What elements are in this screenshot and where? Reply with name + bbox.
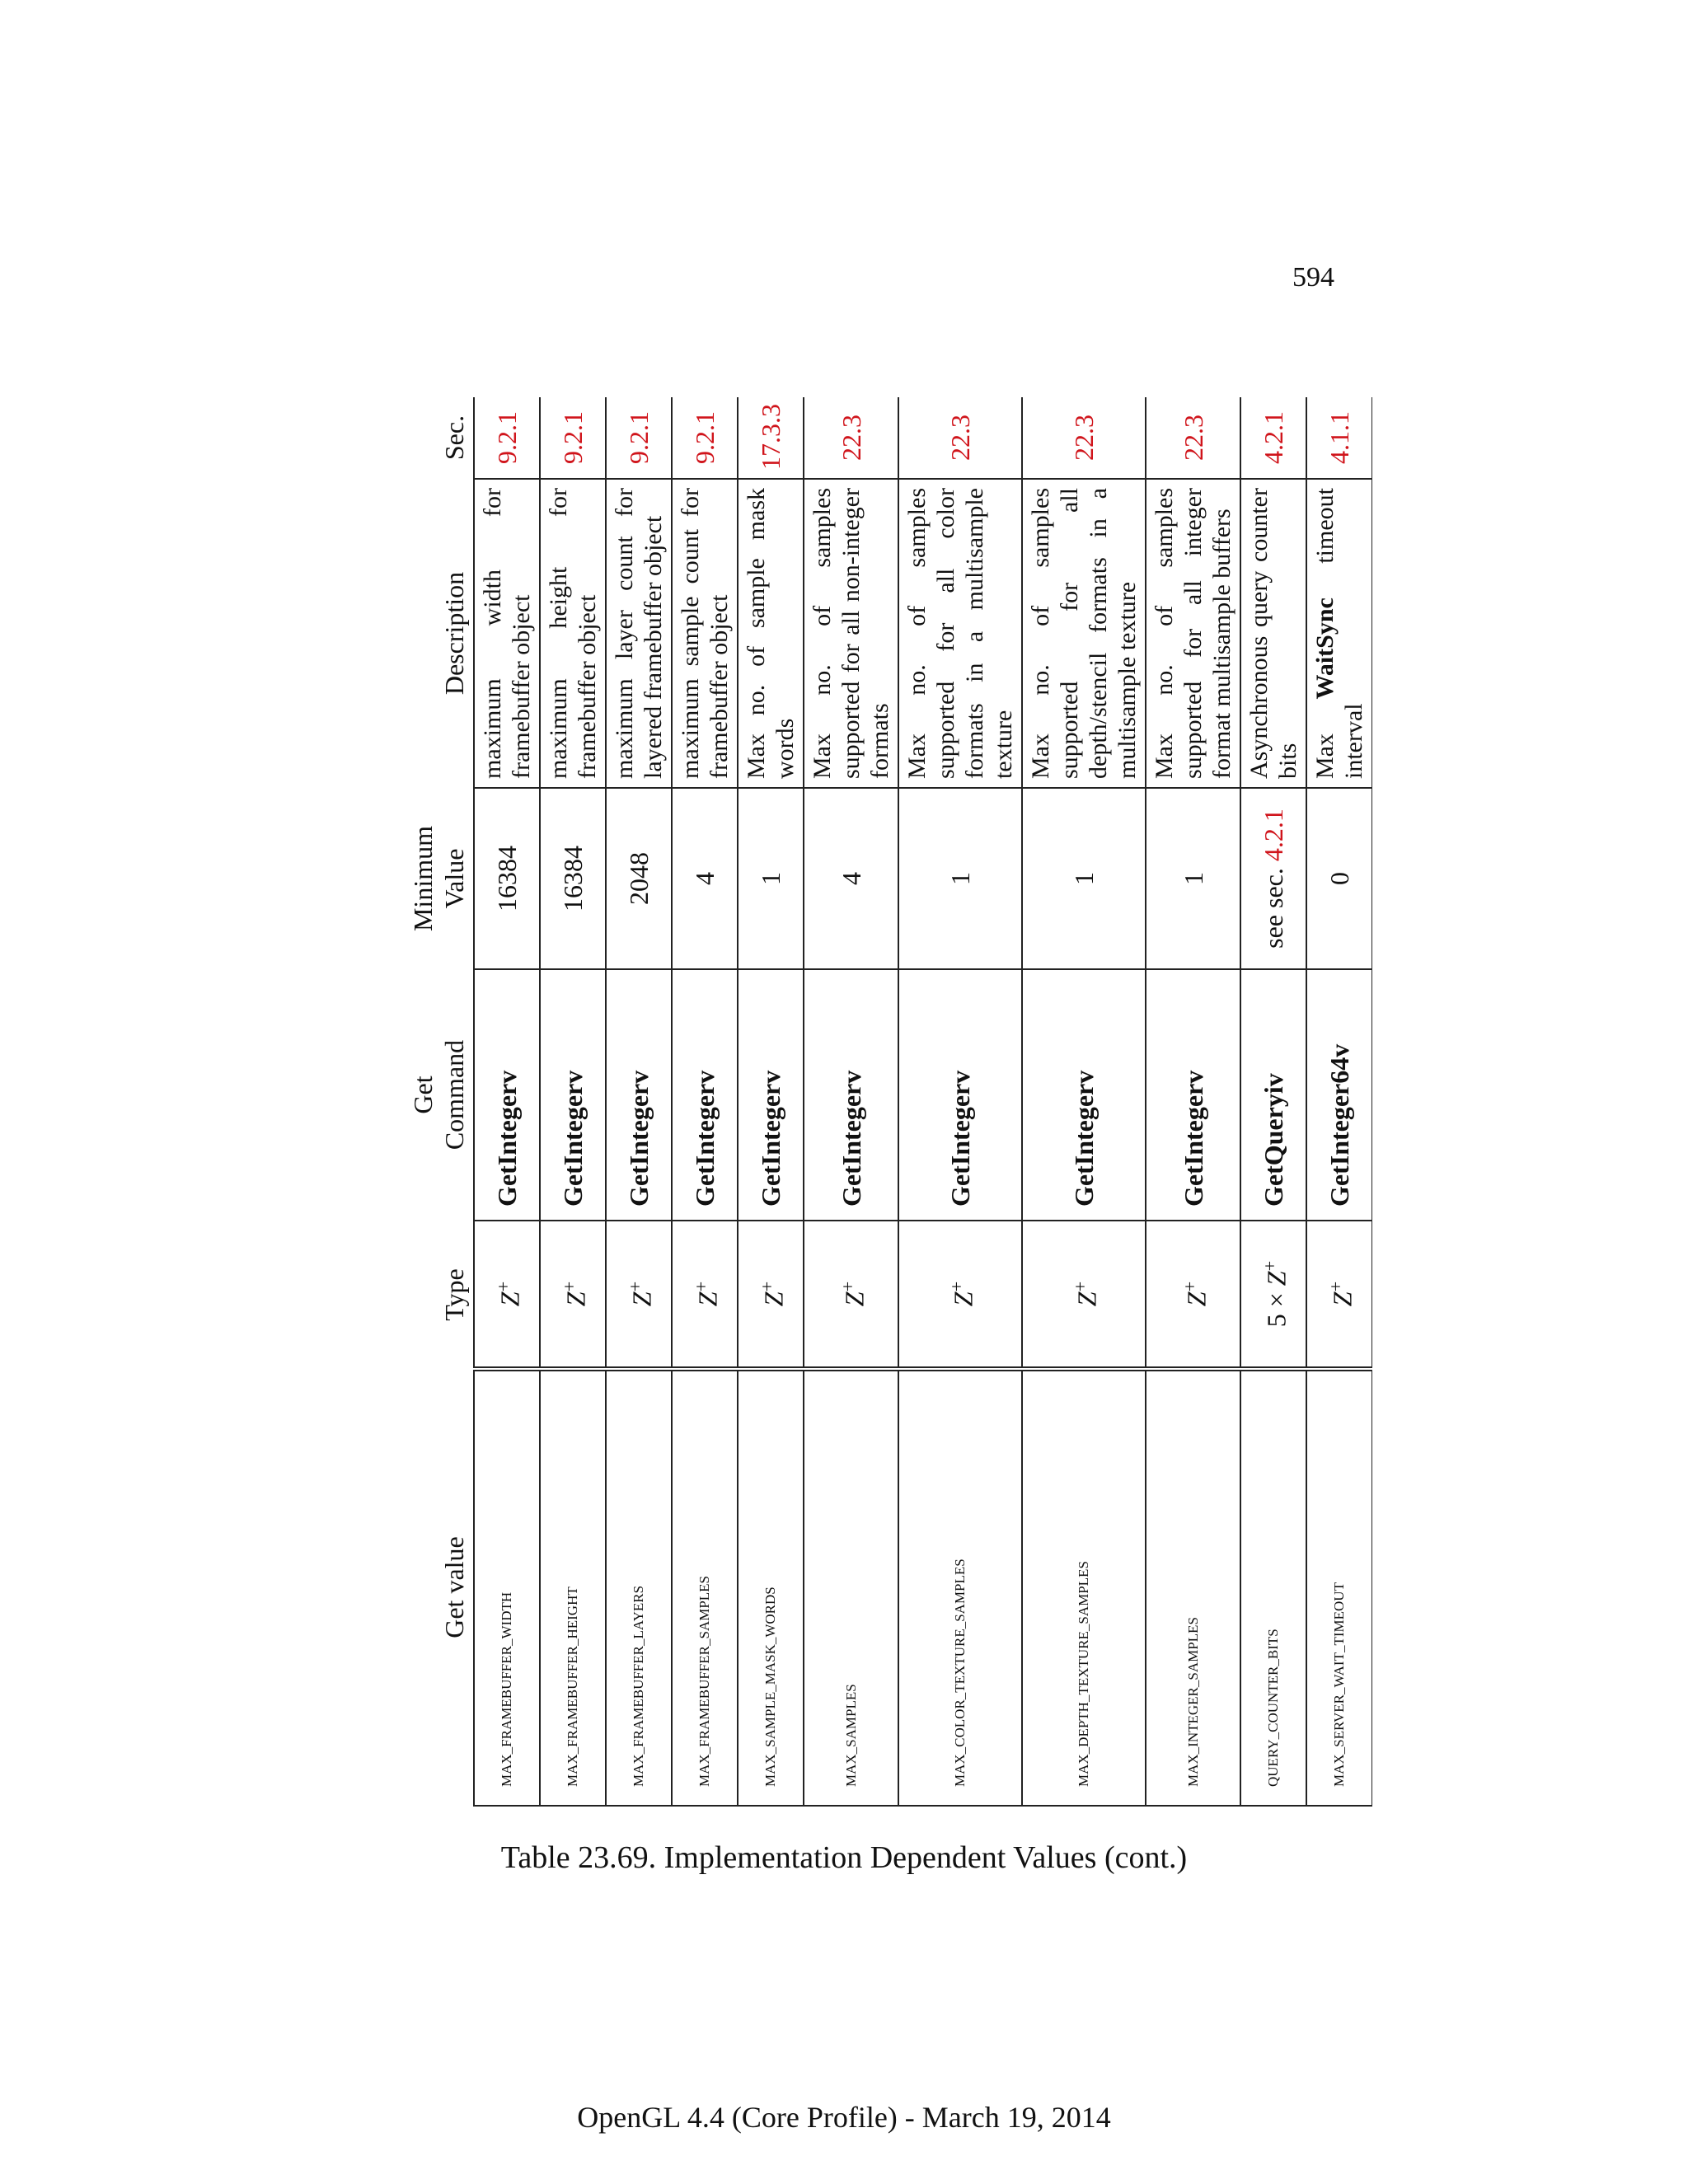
section-link[interactable]: 22.3: [1146, 397, 1240, 479]
header-get-command: [400, 969, 474, 1221]
table-row: [1306, 397, 1372, 1806]
cell-type: Z+: [738, 1221, 804, 1369]
table-row: [1240, 397, 1306, 1806]
cell-command: GetIntegerv: [898, 969, 1022, 1221]
cell-get-value: MAX_FRAMEBUFFER_SAMPLES: [672, 1369, 738, 1806]
table-row: [804, 397, 898, 1806]
table-row: [606, 397, 672, 1806]
section-link[interactable]: 22.3: [1022, 397, 1146, 479]
header-minimum-value-line1: Minimum: [408, 826, 438, 932]
cell-command: GetIntegerv: [1146, 969, 1240, 1221]
cell-min: 1: [738, 788, 804, 969]
table-header-row: [400, 397, 474, 1806]
cell-get-value: MAX_INTEGER_SAMPLES: [1146, 1369, 1240, 1806]
table-row: [540, 397, 606, 1806]
header-get-command-line1: Get: [408, 1076, 438, 1114]
cell-type: Z+: [606, 1221, 672, 1369]
header-sec: Sec.: [439, 415, 469, 461]
cell-get-value: MAX_FRAMEBUFFER_HEIGHT: [540, 1369, 606, 1806]
cell-command: GetIntegerv: [606, 969, 672, 1221]
table-row: [1146, 397, 1240, 1806]
cell-min: 0: [1306, 788, 1372, 969]
cell-min: 4: [672, 788, 738, 969]
cell-description: Max no. of samples supported for all depth/stencil formats in a multisample texture: [1022, 479, 1146, 788]
section-link[interactable]: 9.2.1: [672, 397, 738, 479]
section-link[interactable]: 9.2.1: [540, 397, 606, 479]
cell-get-value: MAX_FRAMEBUFFER_WIDTH: [474, 1369, 540, 1806]
min-section-link[interactable]: 4.2.1: [1259, 808, 1288, 862]
cell-min: 4: [804, 788, 898, 969]
section-link[interactable]: 4.1.1: [1306, 397, 1372, 479]
header-minimum-value-line2: Value: [439, 848, 469, 909]
cell-type: Z+: [1306, 1221, 1372, 1369]
cell-command: GetIntegerv: [672, 969, 738, 1221]
cell-min: 1: [898, 788, 1022, 969]
cell-min: 16384: [474, 788, 540, 969]
cell-type: Z+: [898, 1221, 1022, 1369]
cell-type: Z+: [474, 1221, 540, 1369]
page-number: 594: [1292, 262, 1334, 293]
cell-min: 2048: [606, 788, 672, 969]
cell-description: Max WaitSync timeout interval: [1306, 479, 1372, 788]
rotated-table-frame: [400, 397, 1372, 1807]
cell-min: 16384: [540, 788, 606, 969]
cell-description: Max no. of sample mask words: [738, 479, 804, 788]
table-row: [474, 397, 540, 1806]
table-row: [672, 397, 738, 1806]
header-get-command-line2: Command: [439, 1039, 469, 1151]
header-minimum-value: [400, 788, 474, 969]
cell-min: 1: [1022, 788, 1146, 969]
cell-description: maximum width for framebuffer object: [474, 479, 540, 788]
implementation-values-table: [400, 397, 1372, 1807]
cell-get-value: MAX_SAMPLE_MASK_WORDS: [738, 1369, 804, 1806]
cell-get-value: MAX_FRAMEBUFFER_LAYERS: [606, 1369, 672, 1806]
cell-description: Max no. of samples supported for all color formats in a multisample texture: [898, 479, 1022, 788]
cell-type: Z+: [1146, 1221, 1240, 1369]
cell-description: maximum sample count for framebuffer object: [672, 479, 738, 788]
table-row: [1022, 397, 1146, 1806]
page-footer: OpenGL 4.4 (Core Profile) - March 19, 2014: [577, 2101, 1111, 2134]
table-row: [898, 397, 1022, 1806]
table-row: [738, 397, 804, 1806]
section-link[interactable]: 9.2.1: [474, 397, 540, 479]
cell-type: Z+: [672, 1221, 738, 1369]
cell-type: Z+: [540, 1221, 606, 1369]
header-description: Description: [439, 571, 469, 696]
cell-get-value: MAX_SAMPLES: [804, 1369, 898, 1806]
cell-command: GetIntegerv: [540, 969, 606, 1221]
cell-type: 5 × Z+: [1240, 1221, 1306, 1369]
section-link[interactable]: 4.2.1: [1240, 397, 1306, 479]
cell-get-value: MAX_SERVER_WAIT_TIMEOUT: [1306, 1369, 1372, 1806]
cell-command: GetIntegerv: [738, 969, 804, 1221]
cell-description: Max no. of samples supported for all non-integer formats: [804, 479, 898, 788]
cell-description: Asynchronous query counter bits: [1240, 479, 1306, 788]
section-link[interactable]: 17.3.3: [738, 397, 804, 479]
cell-description: Max no. of samples supported for all integer format multisample buffers: [1146, 479, 1240, 788]
header-type: Type: [439, 1268, 469, 1321]
cell-command: GetIntegerv: [474, 969, 540, 1221]
cell-description: maximum height for framebuffer object: [540, 479, 606, 788]
cell-min: see sec. 4.2.1: [1240, 788, 1306, 969]
cell-command: GetInteger64v: [1306, 969, 1372, 1221]
cell-min: 1: [1146, 788, 1240, 969]
cell-command: GetIntegerv: [804, 969, 898, 1221]
cell-get-value: MAX_COLOR_TEXTURE_SAMPLES: [898, 1369, 1022, 1806]
cell-get-value: QUERY_COUNTER_BITS: [1240, 1369, 1306, 1806]
cell-type: Z+: [804, 1221, 898, 1369]
cell-description: maximum layer count for layered framebuffer object: [606, 479, 672, 788]
table-caption: Table 23.69. Implementation Dependent Values (cont.): [500, 1840, 1188, 1875]
cell-command: GetQueryiv: [1240, 969, 1306, 1221]
header-get-value: Get value: [439, 1536, 469, 1638]
cell-get-value: MAX_DEPTH_TEXTURE_SAMPLES: [1022, 1369, 1146, 1806]
cell-command: GetIntegerv: [1022, 969, 1146, 1221]
section-link[interactable]: 22.3: [898, 397, 1022, 479]
section-link[interactable]: 22.3: [804, 397, 898, 479]
table-container: [400, 397, 1372, 1807]
cell-type: Z+: [1022, 1221, 1146, 1369]
section-link[interactable]: 9.2.1: [606, 397, 672, 479]
